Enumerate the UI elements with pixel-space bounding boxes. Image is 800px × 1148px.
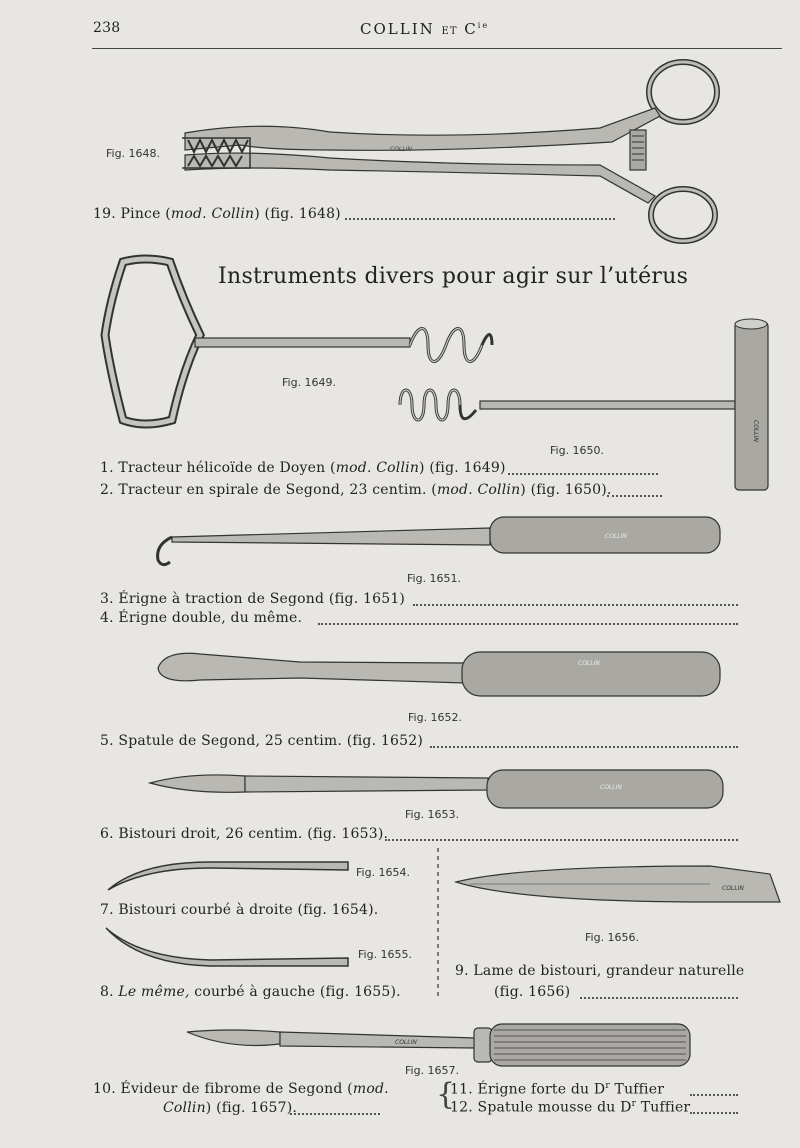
curved-right-bistoury-illustration [108,862,348,890]
item-19 [93,206,341,222]
caption-fig-1654: Fig. 1654. [356,866,411,879]
item-12 [450,1099,690,1116]
leader-dots [385,839,738,841]
item-7 [100,902,378,918]
item-12-pre: Spatule mousse du D [477,1099,632,1116]
leader-dots [690,1094,738,1096]
item-6 [100,826,388,842]
evideur-illustration [187,1024,690,1066]
leader-dots [607,495,662,497]
item-19-pre: Pince ( [120,206,171,222]
leader-dots [290,1113,380,1115]
curved-left-bistoury-illustration [106,928,348,966]
item-2-post: ) (fig. 1650). [520,482,612,498]
svg-text:COLLIN: COLLIN [395,1039,417,1046]
caption-fig-1649: Fig. 1649. [282,376,337,389]
item-2-em: mod. Collin [436,482,521,498]
item-8-post: courbé à gauche (fig. 1655). [189,984,401,1000]
item-9-line1: Lame de bistouri, grandeur naturelle [473,963,745,979]
item-11-pre: Érigne forte du D [477,1081,606,1098]
brace: { [436,1077,456,1112]
item-4 [100,610,302,626]
leader-dots [508,473,658,475]
item-9-line2: (fig. 1656) [494,984,571,1000]
caption-fig-1653: Fig. 1653. [405,808,460,821]
item-8-number: 8. [100,984,114,1000]
item-19-post: ) (fig. 1648) [254,206,341,222]
item-11-post: Tuffier [609,1081,665,1098]
item-1-pre: Tracteur hélicoïde de Doyen ( [118,460,336,476]
item-6-number: 6. [100,826,114,842]
leader-dots [430,746,738,748]
item-9-number: 9. [455,963,469,979]
publisher-et: ET [441,26,458,37]
caption-fig-1652: Fig. 1652. [408,711,463,724]
section-title: Instruments divers pour agir sur l’utérus [218,264,689,289]
item-7-number: 7. [100,902,114,918]
item-11 [450,1081,664,1098]
leader-dots [690,1112,738,1114]
item-12-number: 12. [450,1099,473,1116]
item-12-post: Tuffier [636,1099,691,1116]
straight-bistoury-illustration [150,770,723,808]
item-4-number: 4. [100,610,114,626]
leader-dots [318,623,738,625]
item-10-line2-em: Collin [163,1100,206,1116]
publisher-co: C [464,20,478,38]
caption-fig-1651: Fig. 1651. [407,572,462,585]
forceps-brand: COLLIN [390,146,412,153]
caption-fig-1650: Fig. 1650. [550,444,605,457]
item-7-text: Bistouri courbé à droite (fig. 1654). [118,902,379,918]
item-10 [93,1081,389,1097]
item-11-sup: r [605,1081,610,1091]
item-3-text: Érigne à traction de Segond (fig. 1651) [118,591,406,607]
item-4-text: Érigne double, du même. [118,610,303,626]
item-8-em: Le même, [118,984,190,1000]
leader-dots [580,997,738,999]
svg-text:COLLIN: COLLIN [600,784,622,791]
svg-text:COLLIN: COLLIN [605,533,627,540]
item-5 [100,733,423,749]
item-10-line2 [163,1100,297,1116]
item-1-number: 1. [100,460,114,476]
publisher-name: COLLIN [360,20,435,38]
caption-fig-1656: Fig. 1656. [585,931,640,944]
item-9 [455,963,744,979]
svg-text:COLLIN: COLLIN [752,420,759,442]
item-1 [100,460,506,476]
item-6-text: Bistouri droit, 26 centim. (fig. 1653). [118,826,389,842]
item-11-number: 11. [450,1081,473,1098]
item-5-number: 5. [100,733,114,749]
leader-dots [345,218,615,220]
item-2-pre: Tracteur en spirale de Segond, 23 centim. ( [118,482,437,498]
hook-illustration [158,517,720,565]
item-10-number: 10. [93,1081,116,1097]
spatula-illustration [158,652,720,696]
item-2 [100,482,612,498]
caption-fig-1657: Fig. 1657. [405,1064,460,1077]
item-10-em: mod. [352,1081,389,1097]
caption-fig-1655: Fig. 1655. [358,948,413,961]
blade-illustration [456,866,780,902]
item-10-line2-post: ) (fig. 1657). [205,1100,298,1116]
item-3 [100,591,405,607]
item-10-pre: Évideur de fibrome de Segond ( [120,1081,353,1097]
item-1-em: mod. Collin [335,460,420,476]
publisher-co-sup: ie [477,21,490,30]
item-19-em: mod. Collin [170,206,255,222]
item-19-number: 19. [93,206,116,222]
leader-dots [413,604,738,606]
item-8 [100,984,401,1000]
item-1-post: ) (fig. 1649) [419,460,506,476]
caption-fig-1648: Fig. 1648. [106,147,161,160]
item-5-text: Spatule de Segond, 25 centim. (fig. 1652) [118,733,423,749]
item-2-number: 2. [100,482,114,498]
svg-text:COLLIN: COLLIN [722,885,744,892]
item-12-sup: r [631,1099,637,1109]
page-number: 238 [93,20,121,36]
svg-text:COLLIN: COLLIN [578,660,600,667]
item-3-number: 3. [100,591,114,607]
